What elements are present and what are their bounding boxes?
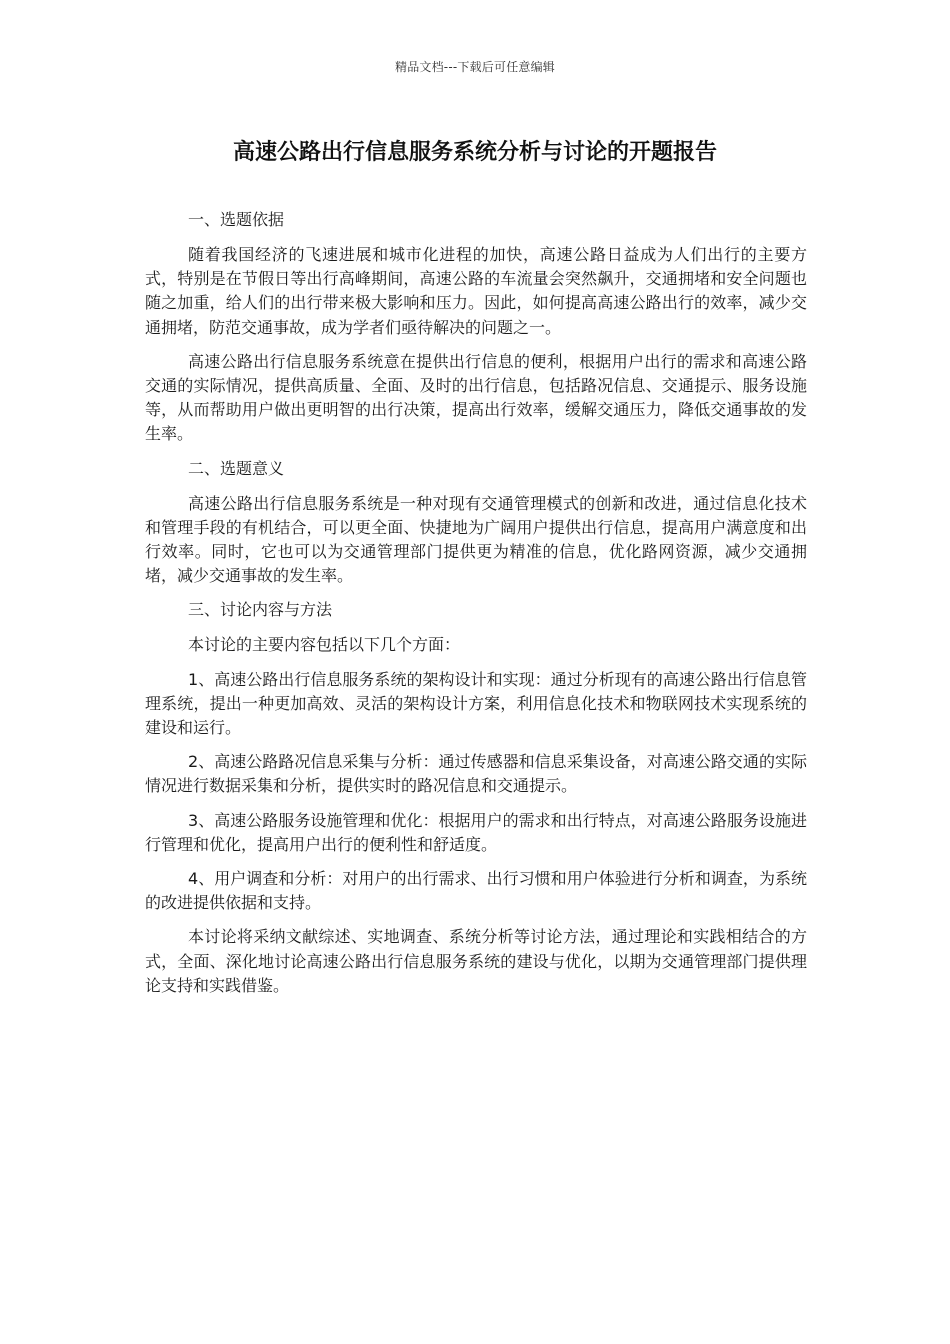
list-item-paragraph: 1、高速公路出行信息服务系统的架构设计和实现：通过分析现有的高速公路出行信息管理系统，提出一种更加高效、灵活的架构设计方案，利用信息化技术和物联网技术实现系统的建设和运行。 <box>145 669 807 738</box>
header-note: 精品文档---下载后可任意编辑 <box>395 60 555 74</box>
paragraph: 高速公路出行信息服务系统是一种对现有交通管理模式的创新和改进，通过信息化技术和管理手段的有机结合，可以更全面、快捷地为广阔用户提供出行信息，提高用户满意度和出行效率。同时，它也可以为交通管理部门提供更为精准的信息，优化路网资源，减少交通拥堵，减少交通事故的发生率。 <box>145 493 807 586</box>
list-item-paragraph: 4、用户调查和分析：对用户的出行需求、出行习惯和用户体验进行分析和调查，为系统的改进提供依据和支持。 <box>145 869 807 913</box>
paragraph: 本讨论将采纳文献综述、实地调查、系统分析等讨论方法，通过理论和实践相结合的方式，全面、深化地讨论高速公路出行信息服务系统的建设与优化，以期为交通管理部门提供理论支持和实践借鉴。 <box>145 927 807 995</box>
document-title: 高速公路出行信息服务系统分析与讨论的开题报告 <box>232 140 717 165</box>
section-heading-content-methods: 三、讨论内容与方法 <box>188 600 333 620</box>
paragraph: 本讨论的主要内容包括以下几个方面： <box>188 635 461 655</box>
section-heading-basis: 一、选题依据 <box>188 210 285 229</box>
paragraph: 高速公路出行信息服务系统意在提供出行信息的便利，根据用户出行的需求和高速公路交通的实际情况，提供高质量、全面、及时的出行信息，包括路况信息、交通提示、服务设施等，从而帮助用户做出更明智的出行决策，提高出行效率，缓解交通压力，降低交通事故的发生率。 <box>145 351 807 444</box>
list-item-paragraph: 2、高速公路路况信息采集与分析：通过传感器和信息采集设备，对高速公路交通的实际情况进行数据采集和分析，提供实时的路况信息和交通提示。 <box>145 752 807 796</box>
list-item-paragraph: 3、高速公路服务设施管理和优化：根据用户的需求和出行特点，对高速公路服务设施进行管理和优化，提高用户出行的便利性和舒适度。 <box>145 810 807 854</box>
section-heading-significance: 二、选题意义 <box>188 458 285 478</box>
paragraph: 随着我国经济的飞速进展和城市化进程的加快，高速公路日益成为人们出行的主要方式，特别是在节假日等出行高峰期间，高速公路的车流量会突然飙升，交通拥堵和安全问题也随之加重，给人们的出行带来极大影响和压力。因此，如何提高高速公路出行的效率，减少交通拥堵，防范交通事故，成为学者们亟待解决的问题之一。 <box>145 245 807 337</box>
document-body <box>145 208 807 1008</box>
